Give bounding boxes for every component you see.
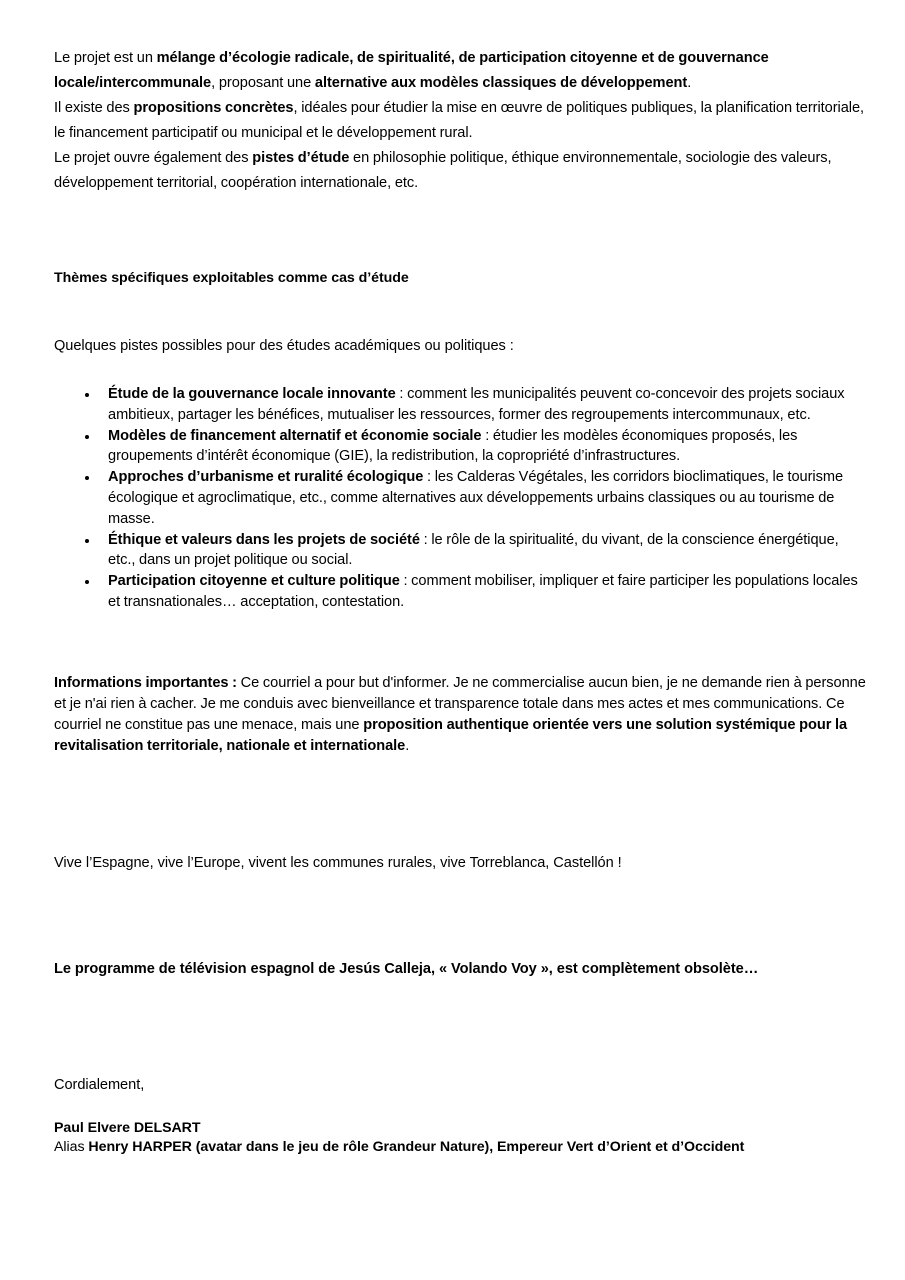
intro-block bbox=[54, 46, 869, 196]
spacer-before-tv-remark bbox=[54, 873, 869, 959]
document-content bbox=[54, 46, 869, 1157]
notice-label: Informations importantes : bbox=[54, 674, 237, 691]
intro-paragraph-3 bbox=[54, 146, 869, 196]
spacer-before-bullets bbox=[54, 356, 869, 384]
signature-closing: Cordialement, bbox=[54, 1076, 145, 1093]
intro-p3-seg1: Le projet ouvre également des bbox=[54, 150, 253, 166]
intro-p1-seg5: . bbox=[687, 75, 692, 91]
spacer-before-signature bbox=[54, 979, 869, 1075]
signature-alias-prefix: Alias bbox=[54, 1138, 89, 1155]
list-item-term: Étude de la gouvernance locale innovante bbox=[108, 386, 396, 402]
intro-paragraph-2 bbox=[54, 96, 869, 146]
acclamation-line: Vive l’Espagne, vive l’Europe, vivent les communes rurales, vive Torreblanca, Castellón ! bbox=[54, 854, 622, 871]
section-heading-themes: Thèmes spécifiques exploitables comme cas d’étude bbox=[54, 270, 409, 286]
list-item-body: : étudier les modèles économiques proposés, les groupements d’intérêt économique (GIE), la redistribution, la copropriété d’infrastructures. bbox=[108, 427, 798, 465]
spacer-after-intro bbox=[54, 196, 869, 268]
intro-p2-seg3: , idéales pour étudier la mise en œuvre de politiques publiques, la planification territoriale, le financement participatif ou municipal et le développement rural. bbox=[54, 100, 865, 141]
list-item bbox=[54, 530, 869, 572]
list-item bbox=[54, 426, 869, 468]
signature-alias-title: Henry HARPER (avatar dans le jeu de rôle Grandeur Nature), Empereur Vert d’Orient et d’Occident bbox=[88, 1138, 745, 1155]
list-item-body: : le rôle de la spiritualité, du vivant, de la conscience énergétique, etc., dans un projet politique ou social. bbox=[108, 531, 839, 569]
list-item-body: : comment mobiliser, impliquer et faire participer les populations locales et transnationales… acceptation, contestation. bbox=[108, 573, 858, 610]
spacer-after-bullets bbox=[54, 613, 869, 673]
list-item-body: : comment les municipalités peuvent co-concevoir des projets sociaux ambitieux, partager les bénéfices, mutualiser les ressources, former des regroupements intercommunaux, etc. bbox=[108, 386, 845, 423]
intro-p2-seg1: Il existe des bbox=[54, 100, 134, 116]
notice-tail: . bbox=[405, 737, 410, 754]
list-item bbox=[54, 571, 869, 613]
intro-p3-seg3: en philosophie politique, éthique environnementale, sociologie des valeurs, développement territorial, coopération internationale, etc. bbox=[54, 150, 832, 191]
intro-paragraph-1 bbox=[54, 46, 869, 96]
signature-name: Paul Elvere DELSART bbox=[54, 1119, 201, 1136]
notice-body: Ce courriel a pour but d'informer. Je ne commercialise aucun bien, je ne demande rien à personne et je n'ai rien à cacher. Je me conduis avec bienveillance et transparence totale dans mes actes et mes communications. Ce courriel ne constitue pas une menace, mais une bbox=[54, 674, 866, 733]
intro-p1-seg1: Le projet est un bbox=[54, 50, 157, 66]
spacer-before-acclamation bbox=[54, 757, 869, 853]
themes-bullet-list bbox=[54, 384, 869, 613]
signature-block bbox=[54, 1075, 869, 1157]
notice-emphasis: proposition authentique orientée vers une solution systémique pour la revitalisation territoriale, nationale et internationale bbox=[54, 716, 848, 754]
signature-alias bbox=[54, 1138, 869, 1157]
spacer-after-heading bbox=[54, 288, 869, 336]
tv-remark-line: Le programme de télévision espagnol de Jesús Calleja, « Volando Voy », est complètement obsolète… bbox=[54, 960, 759, 977]
list-item bbox=[54, 384, 869, 426]
list-item-body: : les Calderas Végétales, les corridors bioclimatiques, le tourisme écologique et agroclimatique, etc., comme alternatives aux développements urbains classiques ou au tourisme de masse. bbox=[108, 469, 844, 527]
intro-p2-bold1: propositions concrètes bbox=[133, 100, 294, 116]
list-item bbox=[54, 467, 869, 529]
important-notice bbox=[54, 673, 869, 757]
intro-p3-bold1: pistes d’étude bbox=[252, 150, 350, 166]
list-item-term: Participation citoyenne et culture politique bbox=[108, 573, 400, 590]
list-item-term: Modèles de financement alternatif et économie sociale bbox=[108, 427, 482, 444]
spacer-in-signature bbox=[54, 1095, 869, 1119]
intro-p1-seg3: , proposant une bbox=[211, 75, 315, 91]
list-item-term: Éthique et valeurs dans les projets de société bbox=[108, 531, 420, 548]
themes-lead-in: Quelques pistes possibles pour des études académiques ou politiques : bbox=[54, 338, 514, 354]
intro-p1-bold2: alternative aux modèles classiques de développement bbox=[314, 75, 688, 91]
intro-p1-bold1: mélange d’écologie radicale, de spiritualité, de participation citoyenne et de gouvernance locale/intercommunale bbox=[54, 50, 769, 91]
list-item-term: Approches d’urbanisme et ruralité écologique bbox=[108, 469, 424, 486]
